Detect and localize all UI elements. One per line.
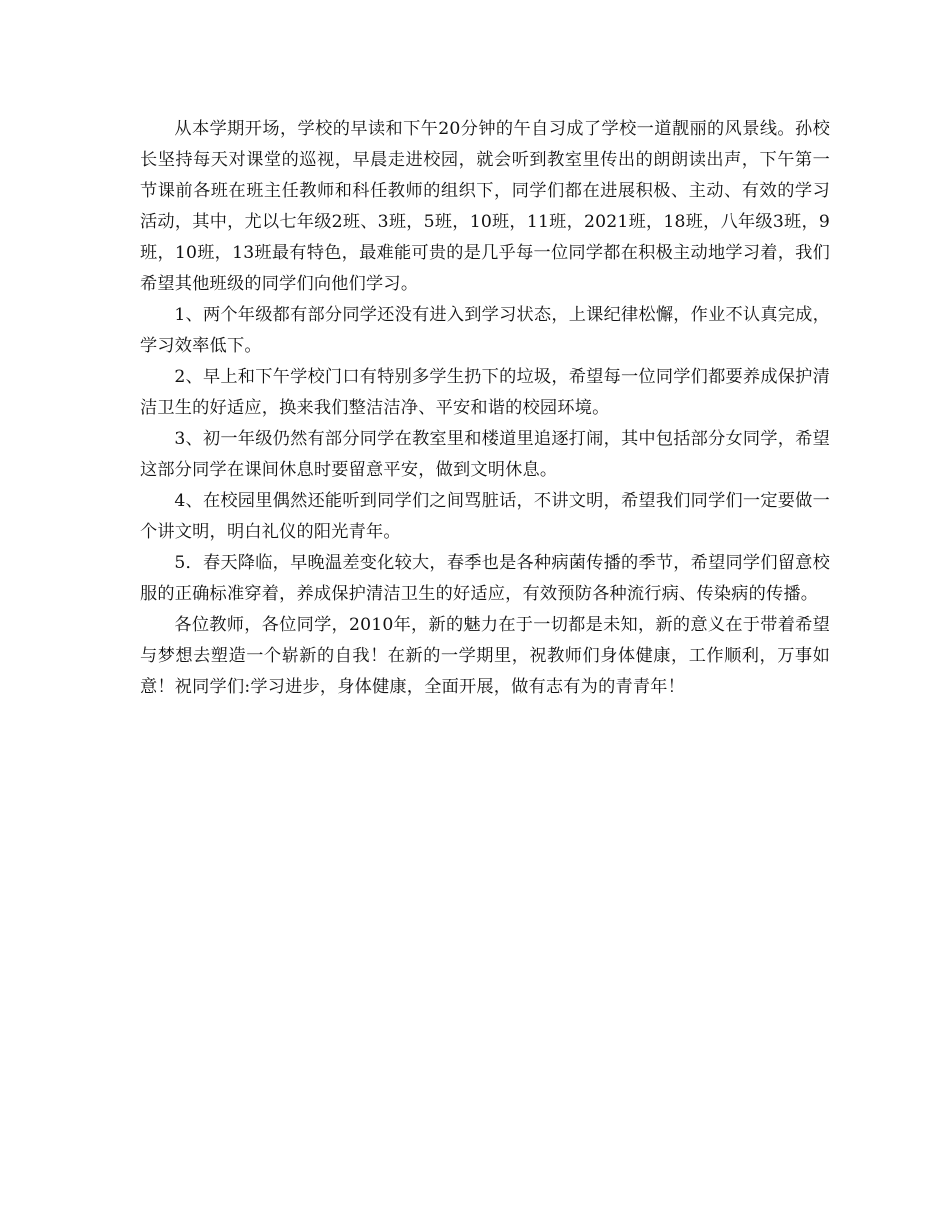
document-body <box>140 114 830 703</box>
paragraph-intro: 从本学期开场，学校的早读和下午20分钟的午自习成了学校一道靓丽的风景线。孙校长坚持每天对课堂的巡视，早晨走进校园，就会听到教室里传出的朗朗读出声，下午第一节课前各班在班主任教师和科任教师的组织下，同学们都在进展积极、主动、有效的学习活动，其中，尤以七年级2班、3班，5班，10班，11班，2021班，18班，八年级3班，9班，10班，13班最有特色，最难能可贵的是几乎每一位同学都在积极主动地学习着，我们希望其他班级的同学们向他们学习。 <box>140 119 830 294</box>
paragraph-item-2: 2、早上和下午学校门口有特别多学生扔下的垃圾，希望每一位同学们都要养成保护清洁卫生的好适应，换来我们整洁洁净、平安和谐的校园环境。 <box>140 367 830 418</box>
paragraph-item-3: 3、初一年级仍然有部分同学在教室里和楼道里追逐打闹，其中包括部分女同学，希望这部分同学在课间休息时要留意平安，做到文明休息。 <box>140 429 830 480</box>
paragraph-closing: 各位教师，各位同学，2010年，新的魅力在于一切都是未知，新的意义在于带着希望与梦想去塑造一个崭新的自我！在新的一学期里，祝教师们身体健康，工作顺利，万事如意！祝同学们:学习进步，身体健康，全面开展，做有志有为的青青年！ <box>140 615 830 697</box>
paragraph-item-4: 4、在校园里偶然还能听到同学们之间骂脏话，不讲文明，希望我们同学们一定要做一个讲文明，明白礼仪的阳光青年。 <box>140 491 830 542</box>
paragraph-item-1: 1、两个年级都有部分同学还没有进入到学习状态，上课纪律松懈，作业不认真完成，学习效率低下。 <box>140 305 830 356</box>
paragraph-item-5: 5．春天降临，早晚温差变化较大，春季也是各种病菌传播的季节，希望同学们留意校服的正确标准穿着，养成保护清洁卫生的好适应，有效预防各种流行病、传染病的传播。 <box>140 553 830 604</box>
